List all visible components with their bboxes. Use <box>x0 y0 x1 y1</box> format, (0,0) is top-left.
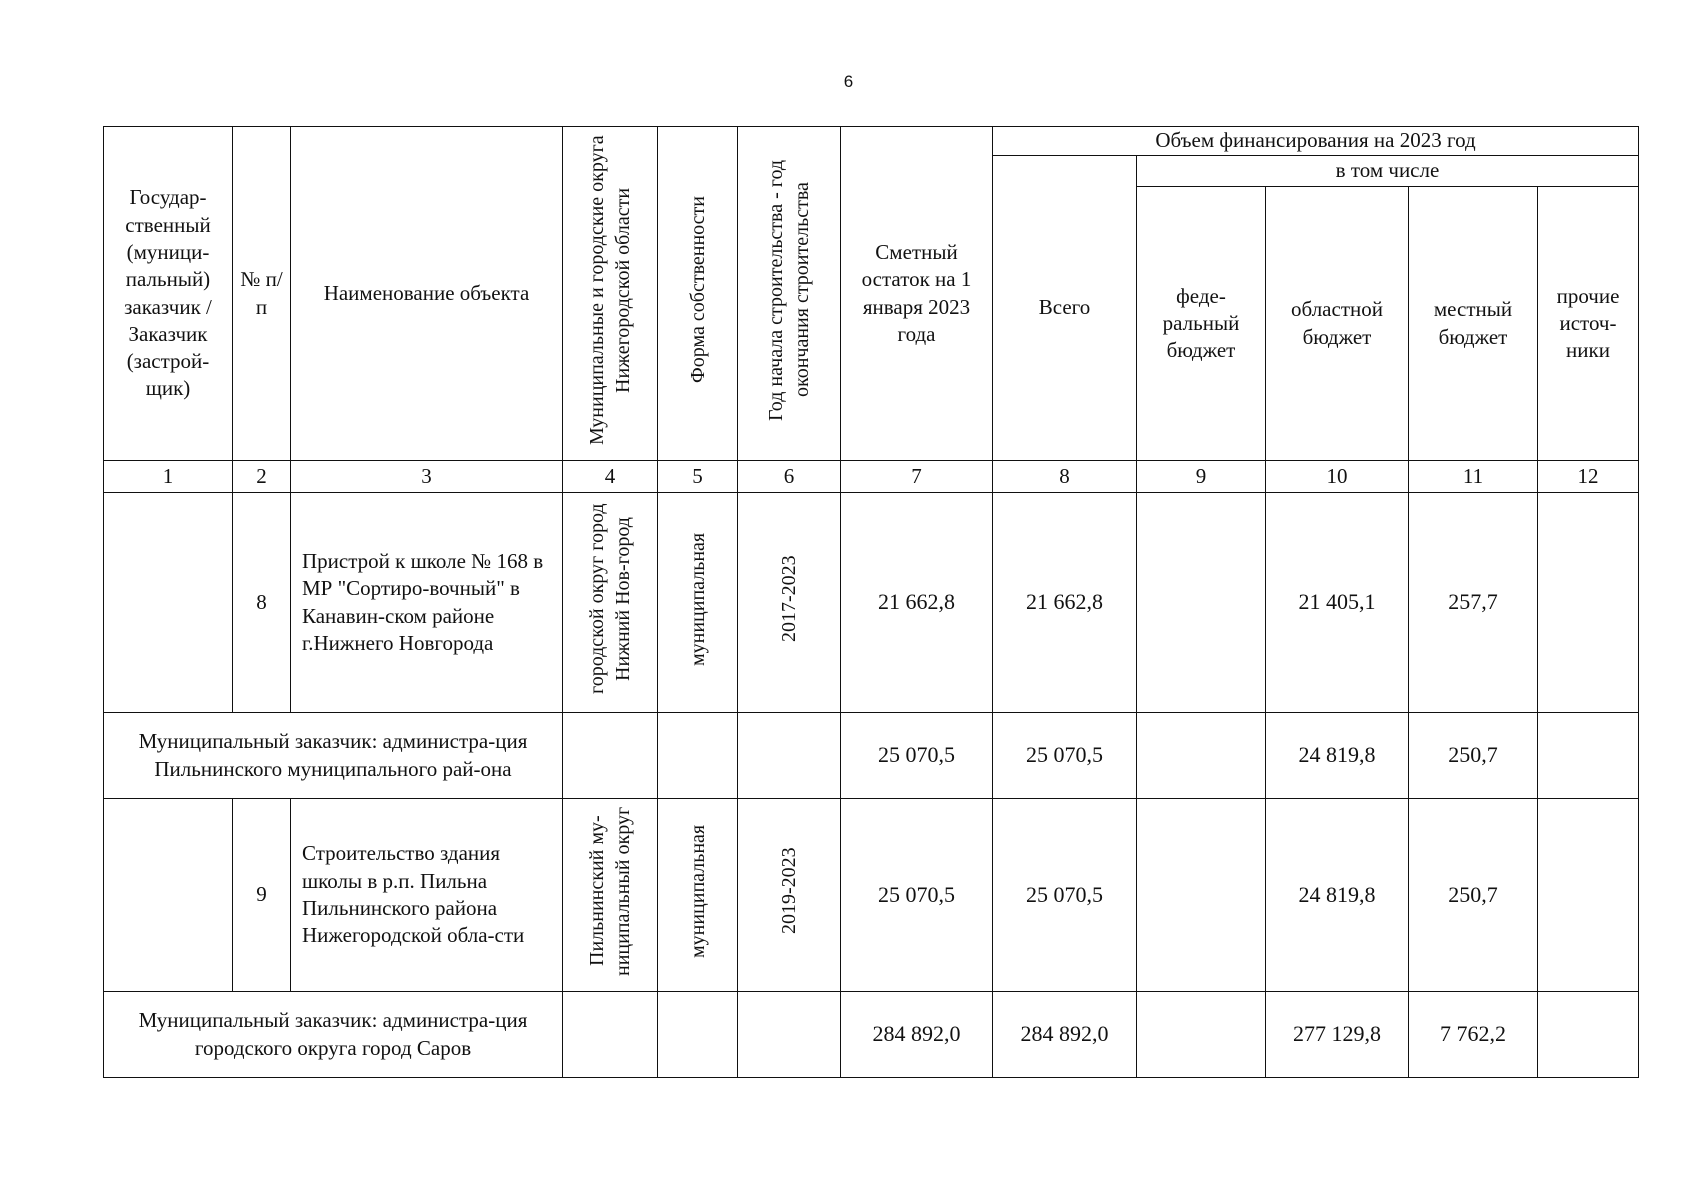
column-number: 3 <box>291 461 563 493</box>
table-row <box>104 493 1639 713</box>
municipality-text: городской округ город Нижний Нов-город <box>586 503 634 695</box>
local-value: 250,7 <box>1409 713 1538 799</box>
balance-value: 25 070,5 <box>841 799 993 992</box>
header-number: № п/п <box>233 127 291 461</box>
municipality-cell <box>563 799 658 992</box>
years-text: 2017-2023 <box>778 555 800 643</box>
empty-cell <box>563 713 658 799</box>
column-numbers-row <box>104 461 1639 493</box>
header-years-text: Год начала строительства - год окончания строительства <box>765 159 813 421</box>
total-value: 21 662,8 <box>993 493 1137 713</box>
regional-value: 24 819,8 <box>1266 713 1409 799</box>
local-value: 7 762,2 <box>1409 992 1538 1078</box>
other-value <box>1538 992 1639 1078</box>
customer-row <box>104 992 1639 1078</box>
header-municipality <box>563 127 658 461</box>
empty-cell <box>658 713 738 799</box>
column-number: 12 <box>1538 461 1639 493</box>
header-local: местный бюджет <box>1409 187 1538 461</box>
empty-cell <box>658 992 738 1078</box>
customer-name: Муниципальный заказчик: администра-ция Пильнинского муниципального рай-она <box>104 713 563 799</box>
customer-cell <box>104 799 233 992</box>
header-customer: Государ-ственный (муници-пальный) заказчик / Заказчик (застрой-щик) <box>104 127 233 461</box>
local-value: 250,7 <box>1409 799 1538 992</box>
customer-row <box>104 713 1639 799</box>
row-number: 9 <box>233 799 291 992</box>
header-federal: феде-ральный бюджет <box>1137 187 1266 461</box>
column-number: 11 <box>1409 461 1538 493</box>
federal-value <box>1137 992 1266 1078</box>
ownership-text: муниципальная <box>686 824 709 958</box>
page-number: 6 <box>843 72 854 91</box>
header-including: в том числе <box>1137 156 1639 187</box>
ownership-cell <box>658 493 738 713</box>
ownership-text: муниципальная <box>686 532 709 666</box>
header-total: Всего <box>993 156 1137 461</box>
empty-cell <box>563 992 658 1078</box>
header-ownership <box>658 127 738 461</box>
municipality-cell <box>563 493 658 713</box>
total-value: 284 892,0 <box>993 992 1137 1078</box>
empty-cell <box>738 992 841 1078</box>
header-ownership-text: Форма собственности <box>686 196 709 384</box>
balance-value: 21 662,8 <box>841 493 993 713</box>
column-number: 8 <box>993 461 1137 493</box>
header-funding: Объем финансирования на 2023 год <box>993 127 1639 156</box>
column-number: 10 <box>1266 461 1409 493</box>
header-other: прочие источ-ники <box>1538 187 1639 461</box>
column-number: 1 <box>104 461 233 493</box>
years-cell <box>738 799 841 992</box>
header-regional: областной бюджет <box>1266 187 1409 461</box>
years-text: 2019-2023 <box>778 848 800 935</box>
regional-value: 277 129,8 <box>1266 992 1409 1078</box>
other-value <box>1538 493 1639 713</box>
customer-name: Муниципальный заказчик: администра-ция городского округа город Саров <box>104 992 563 1078</box>
other-value <box>1538 713 1639 799</box>
object-name: Пристрой к школе № 168 в МР "Сортиро-вочный" в Канавин-ском районе г.Нижнего Новгорода <box>291 493 563 713</box>
header-object-name: Наименование объекта <box>291 127 563 461</box>
years-cell <box>738 493 841 713</box>
header-balance: Сметный остаток на 1 января 2023 года <box>841 127 993 461</box>
ownership-cell <box>658 799 738 992</box>
object-name: Строительство здания школы в р.п. Пильна Пильнинского района Нижегородской обла-сти <box>291 799 563 992</box>
empty-cell <box>738 713 841 799</box>
column-number: 2 <box>233 461 291 493</box>
federal-value <box>1137 493 1266 713</box>
column-number: 6 <box>738 461 841 493</box>
customer-cell <box>104 493 233 713</box>
total-value: 25 070,5 <box>993 799 1137 992</box>
local-value: 257,7 <box>1409 493 1538 713</box>
balance-value: 284 892,0 <box>841 992 993 1078</box>
header-years <box>738 127 841 461</box>
row-number: 8 <box>233 493 291 713</box>
column-number: 7 <box>841 461 993 493</box>
municipality-text: Пильнинский му-ниципальный округ <box>586 806 634 976</box>
table-row <box>104 799 1639 992</box>
other-value <box>1538 799 1639 992</box>
federal-value <box>1137 713 1266 799</box>
regional-value: 21 405,1 <box>1266 493 1409 713</box>
header-municipality-text: Муниципальные и городские округа Нижегородской области <box>586 135 634 445</box>
column-number: 9 <box>1137 461 1266 493</box>
column-number: 4 <box>563 461 658 493</box>
column-number: 5 <box>658 461 738 493</box>
total-value: 25 070,5 <box>993 713 1137 799</box>
regional-value: 24 819,8 <box>1266 799 1409 992</box>
federal-value <box>1137 799 1266 992</box>
balance-value: 25 070,5 <box>841 713 993 799</box>
financing-table <box>103 126 1639 1078</box>
